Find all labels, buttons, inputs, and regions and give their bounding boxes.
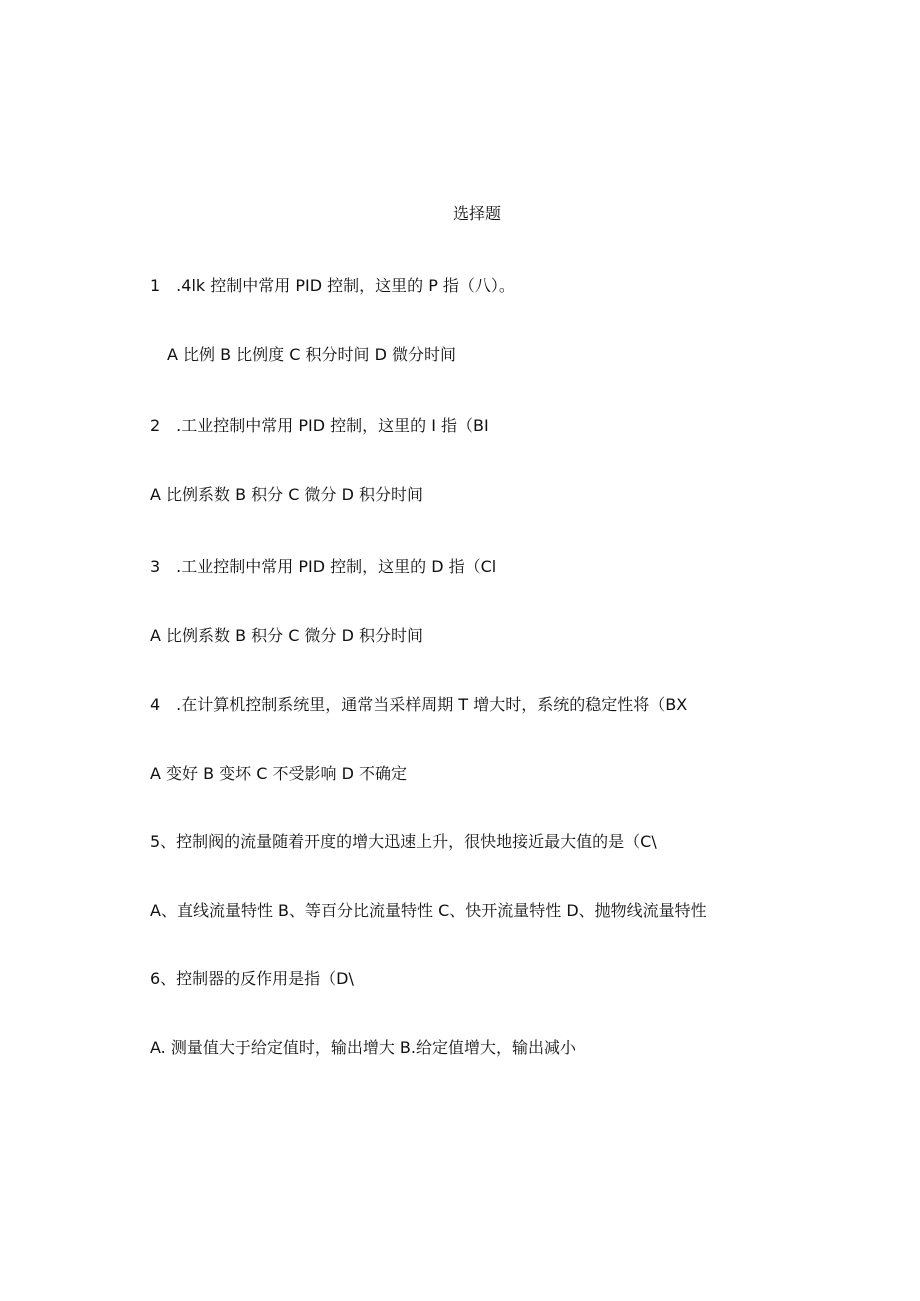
page-title: 选择题 (453, 204, 502, 223)
question-4-options: A 变好 B 变坏 C 不受影响 D 不确定 (150, 764, 408, 783)
question-4: 4 .在计算机控制系统里，通常当采样周期 T 增大时，系统的稳定性将（BX (150, 695, 688, 714)
question-5: 5、控制阀的流量随着开度的增大迅速上升，很快地接近最大值的是（C\ (150, 832, 657, 851)
question-1: 1 .4lk 控制中常用 PID 控制，这里的 P 指（八）。 (150, 276, 515, 295)
question-6: 6、控制器的反作用是指（D\ (150, 969, 354, 988)
question-2: 2 .工业控制中常用 PID 控制，这里的 I 指（BI (150, 416, 489, 435)
question-1-options: A 比例 B 比例度 C 积分时间 D 微分时间 (167, 345, 457, 364)
question-2-options: A 比例系数 B 积分 C 微分 D 积分时间 (150, 485, 424, 504)
question-5-options: A、直线流量特性 B、等百分比流量特性 C、快开流量特性 D、抛物线流量特性 (150, 901, 707, 920)
question-3-options: A 比例系数 B 积分 C 微分 D 积分时间 (150, 626, 424, 645)
question-6-options: A. 测量值大于给定值时，输出增大 B.给定值增大，输出减小 (150, 1038, 576, 1057)
question-3: 3 .工业控制中常用 PID 控制，这里的 D 指（Cl (150, 557, 497, 576)
